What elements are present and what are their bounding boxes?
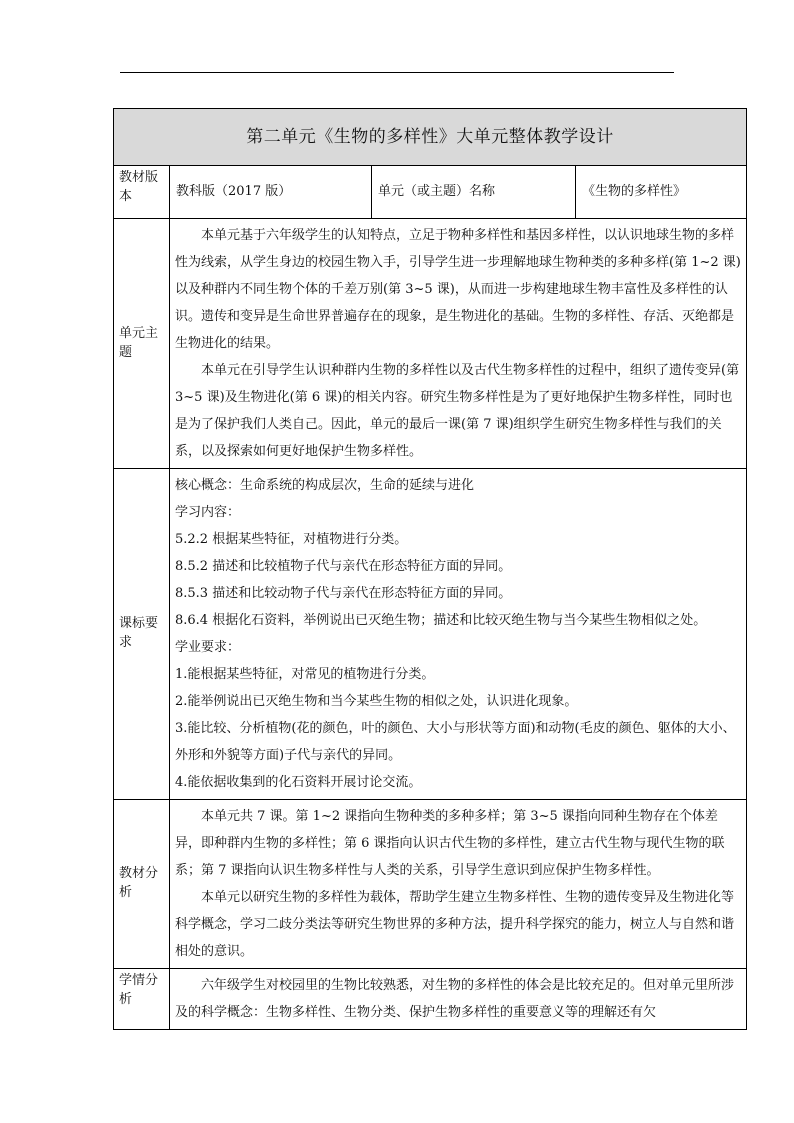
version-value: 教科版（2017 版） <box>170 166 372 219</box>
analysis-paragraph: 本单元以研究生物的多样性为载体，帮助学生建立生物多样性、生物的遗传变异及生物进化等科学概念，学习二歧分类法等研究生物世界的多种方法，提升科学探究的能力，树立人与自然和谐相处的意识。 <box>175 890 735 959</box>
standards-line: 2.能举例说出已灭绝生物和当今某些生物的相似之处，认识进化现象。 <box>175 694 578 709</box>
unit-theme-paragraph: 本单元基于六年级学生的认知特点，立足于物种多样性和基因多样性，以认识地球生物的多样性为线索，从学生身边的校园生物入手，引导学生进一步理解地球生物种类的多种多样(第 1~2 课)以及种群内不同生物个体的千差万别(第 3~5 课)，从而进一步构建地球生物丰富性及多样性的认识。遗传和变异是生命世界普遍存在的现象，是生物进化的基础。生物的多样性、存活、灭绝都是生物进化的结果。 <box>175 228 741 351</box>
standards-line: 学业要求： <box>175 640 241 655</box>
analysis-label: 教材分析 <box>114 800 170 969</box>
analysis-content <box>170 800 747 969</box>
unit-theme-row <box>114 219 747 469</box>
standards-line: 4.能依据收集到的化石资料开展讨论交流。 <box>175 775 422 790</box>
learners-row <box>114 969 747 1030</box>
analysis-paragraph: 本单元共 7 课。第 1~2 课指向生物种类的多种多样；第 3~5 课指向同种生物存在个体差异，即种群内生物的多样性；第 6 课指向认识古代生物的多样性，建立古代生物与现代生物的联系；第 7 课指向认识生物多样性与人类的关系，引导学生意识到应保护生物多样性。 <box>175 809 725 878</box>
unit-theme-label: 单元主题 <box>114 219 170 469</box>
version-row <box>114 166 747 219</box>
lesson-plan-table <box>113 108 747 1030</box>
standards-line: 学习内容： <box>175 505 241 520</box>
learners-content <box>170 969 747 1030</box>
theme-name-value: 《生物的多样性》 <box>576 166 747 219</box>
document-title: 第二单元《生物的多样性》大单元整体教学设计 <box>114 109 747 166</box>
theme-name-label: 单元（或主题）名称 <box>372 166 576 219</box>
standards-line: 8.5.2 描述和比较植物子代与亲代在形态特征方面的异同。 <box>175 559 512 574</box>
standards-line: 8.5.3 描述和比较动物子代与亲代在形态特征方面的异同。 <box>175 586 512 601</box>
standards-line: 核心概念：生命系统的构成层次，生命的延续与进化 <box>175 478 475 493</box>
standards-row <box>114 469 747 800</box>
unit-theme-paragraph: 本单元在引导学生认识种群内生物的多样性以及古代生物多样性的过程中，组织了遗传变异(第 3~5 课)及生物进化(第 6 课)的相关内容。研究生物多样性是为了更好地保护生物多样性，同时也是为了保护我们人类自己。因此，单元的最后一课(第 7 课)组织学生研究生物多样性与我们的关系，以及探索如何更好地保护生物多样性。 <box>175 363 740 459</box>
analysis-row <box>114 800 747 969</box>
title-row <box>114 109 747 166</box>
unit-theme-content <box>170 219 747 469</box>
version-label: 教材版本 <box>114 166 170 219</box>
standards-line: 5.2.2 根据某些特征，对植物进行分类。 <box>175 532 408 547</box>
learners-label: 学情分析 <box>114 969 170 1030</box>
standards-label: 课标要求 <box>114 469 170 800</box>
standards-line: 1.能根据某些特征，对常见的植物进行分类。 <box>175 667 435 682</box>
header-rule <box>120 72 674 73</box>
standards-line: 8.6.4 根据化石资料，举例说出已灭绝生物；描述和比较灭绝生物与当今某些生物相似之处。 <box>175 613 707 628</box>
learners-paragraph: 六年级学生对校园里的生物比较熟悉，对生物的多样性的体会是比较充足的。但对单元里所涉及的科学概念：生物多样性、生物分类、保护生物多样性的重要意义等的理解还有欠 <box>175 978 735 1020</box>
standards-line: 3.能比较、分析植物(花的颜色，叶的颜色、大小与形状等方面)和动物(毛皮的颜色、躯体的大小、外形和外貌等方面)子代与亲代的异同。 <box>175 721 736 763</box>
standards-content <box>170 469 747 800</box>
